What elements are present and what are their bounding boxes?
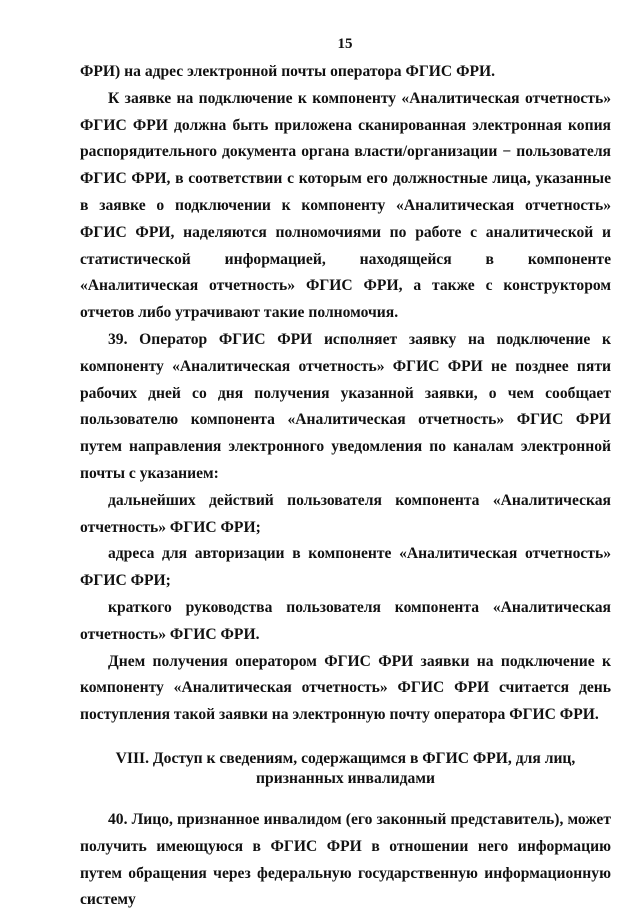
paragraph-attachment: К заявке на подключение к компоненту «Аналитическая отчетность» ФГИС ФРИ должна быть приложена сканированная электронная копия распорядительного документа органа власти/организации − пользователя ФГИС ФРИ, в соответствии с которым его должностные лица, указанные в заявке о подключении к компоненту «Аналитическая отчетность» ФГИС ФРИ, наделяются полномочиями по работе с аналитической и статистической информацией, находящейся в компоненте «Аналитическая отчетность» ФГИС ФРИ, а также с конструктором отчетов либо утрачивают такие полномочия. bbox=[80, 89, 611, 322]
paragraph-40: 40. Лицо, признанное инвалидом (его законный представитель), может получить имеющуюся в ФГИС ФРИ в отношении него информацию путем обращения через федеральную государственную информационную систему bbox=[80, 810, 611, 909]
paragraph-receipt-date: Днем получения оператором ФГИС ФРИ заявки на подключение к компоненту «Аналитическая отчетность» ФГИС ФРИ считается день поступления такой заявки на электронную почту оператора ФГИС ФРИ. bbox=[80, 652, 611, 724]
paragraph-continuation: ФРИ) на адрес электронной почты оператора ФГИС ФРИ. bbox=[80, 63, 496, 80]
section-heading bbox=[80, 749, 611, 789]
page-number: 15 bbox=[337, 36, 353, 52]
list-item-user-guide: краткого руководства пользователя компонента «Аналитическая отчетность» ФГИС ФРИ. bbox=[80, 598, 611, 643]
paragraph-39: 39. Оператор ФГИС ФРИ исполняет заявку на подключение к компоненту «Аналитическая отчетность» ФГИС ФРИ не позднее пяти рабочих дней со дня получения указанной заявки, о чем сообщает пользователю компонента «Аналитическая отчетность» ФГИС ФРИ путем направления электронного уведомления по каналам электронной почты с указанием: bbox=[80, 330, 611, 482]
list-item-next-actions: дальнейших действий пользователя компонента «Аналитическая отчетность» ФГИС ФРИ; bbox=[80, 491, 611, 536]
list-item-auth-address: адреса для авторизации в компоненте «Аналитическая отчетность» ФГИС ФРИ; bbox=[80, 545, 611, 590]
section-heading-line-1: VIII. Доступ к сведениям, содержащимся в ФГИС ФРИ, для лиц, bbox=[115, 749, 576, 767]
document-body bbox=[80, 59, 611, 914]
section-heading-line-2: признанных инвалидами bbox=[256, 769, 435, 787]
